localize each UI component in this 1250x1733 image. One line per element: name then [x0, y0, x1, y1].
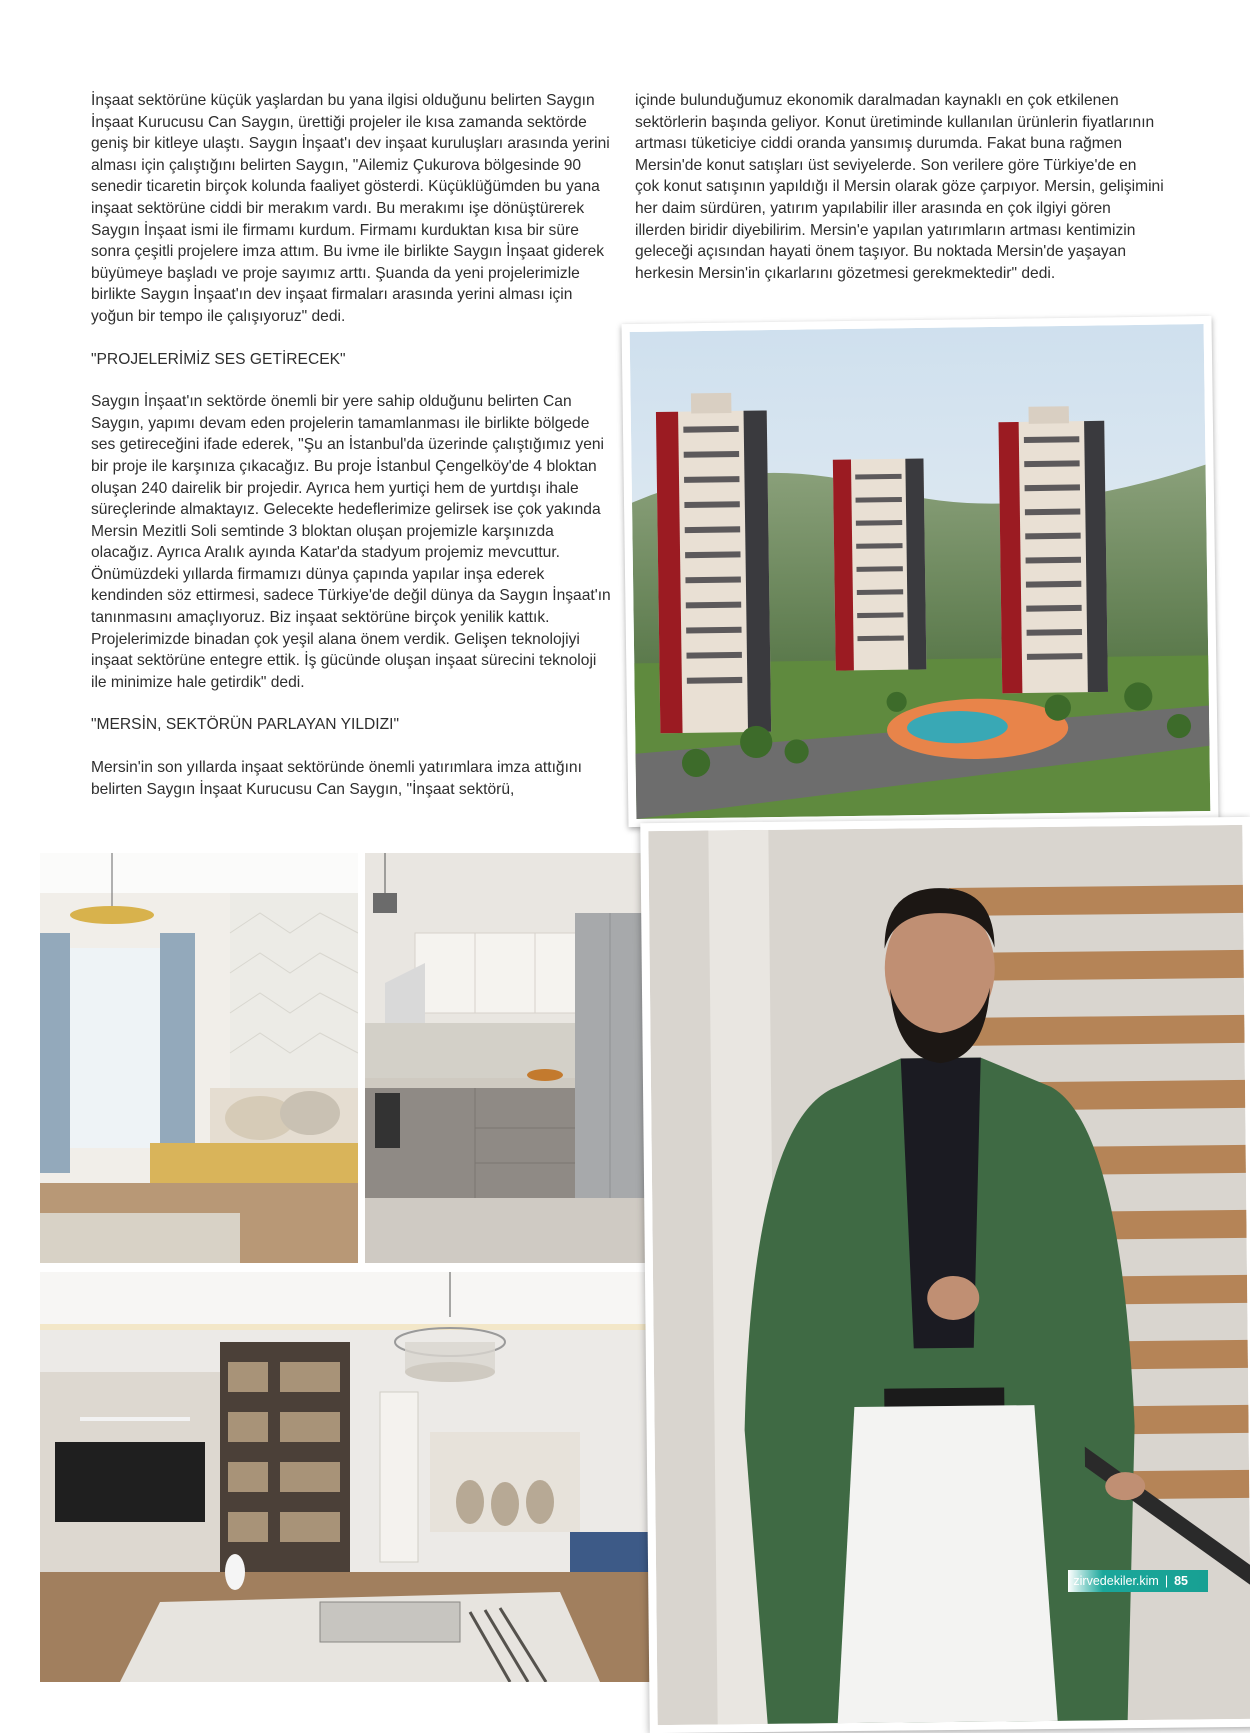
living-room-interior-photo [40, 1272, 652, 1682]
bedroom-interior-photo [40, 853, 358, 1263]
page-footer-tab [1068, 1570, 1208, 1592]
page-number: 85 [1174, 1574, 1188, 1588]
paragraph-intro: İnşaat sektörüne küçük yaşlardan bu yana ilgisi olduğunu belirten Saygın İnşaat Kurucusu Can Saygın, ürettiği projeler ile kısa zamanda sektörde geniş bir kitleye ulaştı. Saygın İnşaat'ı dev inşaat kuruluşları arasında yerini alması için çalıştığını belirten Saygın, "Ailemiz Çukurova bölgesinde 90 senedir ticaretin birçok kolunda faaliyet gösterdi. Küçüklüğümden bu yana inşaat sektörüne ciddi bir merakım vardı. Bu merakımı işe dönüştürerek Saygın İnşaat ismi ile firmamı kurdum. Firmamı kurduktan kısa bir süre sonra çeşitli projelere imza attım. Bu ivme ile birlikte Saygın İnşaat giderek büyümeye başladı ve proje sayımız arttı. Şuanda da yeni projelerimizle birlikte Saygın İnşaat'ın dev inşaat firmaları arasında yerini alması için yoğun bir tempo ile çalışıyoruz" dedi. [91, 92, 610, 325]
subheading-mersin: "MERSİN, SEKTÖRÜN PARLAYAN YILDIZI" [91, 716, 399, 734]
paragraph-mersin-start: Mersin'in son yıllarda inşaat sektöründe önemli yatırımlara imza attığını belirten Saygın İnşaat Kurucusu Can Saygın, "İnşaat sektörü, [91, 759, 582, 798]
building-render-photo [622, 316, 1219, 827]
footer-separator: | [1164, 1574, 1169, 1588]
article-column-left [91, 90, 611, 821]
paragraph-mersin-continued: içinde bulunduğumuz ekonomik daralmadan kaynaklı en çok etkilenen sektörlerin başında geliyor. Konut üretiminde kullanılan ürünlerin fiyatlarının artması tüketiciye ciddi oranda yansımış durumda. Fakat buna rağmen Mersin'de konut satışları üst seviyelerde. Son verilere göre Türkiye'de en çok konut satışının yapıldığı il Mersin olarak göze çarpıyor. Mersin, gelişimini her daim sürdüren, yatırım yapılabilir iller arasında en çok ilgiyi gören illerden biridir diyebilirim. Mersin'e yapılan yatırımların artması kentimizin geleceği açısından hayati önem taşıyor. Bu noktada Mersin'de yaşayan herkesin Mersin'in çıkarlarını gözetmesi gerekmektedir" dedi. [635, 92, 1164, 282]
kitchen-interior-photo [365, 853, 645, 1263]
footer-site-link[interactable]: zirvedekiler.kim [1073, 1574, 1159, 1588]
portrait-photo-can-saygin [640, 817, 1250, 1733]
subheading-projects: "PROJELERİMİZ SES GETİRECEK" [91, 350, 346, 368]
paragraph-projects: Saygın İnşaat'ın sektörde önemli bir yere sahip olduğunu belirten Can Saygın, yapımı devam eden projelerin tamamlanması ile birlikte bölgede ses getireceğini ifade ederek, "Şu an İstanbul'da üzerinde çalıştığımız yeni bir proje ile karşınıza çıkacağız. Bu proje İstanbul Çengelköy'de 4 bloktan oluşan 240 dairelik bir projedir. Ayrıca hem yurtiçi hem de yurtdışı ihale süreçlerinde almaktayız. Gelecekte hedeflerimize gelirsek ise çok yakında Mersin Mezitli Soli semtinde 3 bloktan oluşan projemizle karşınızda olacağız. Ayrıca Aralık ayında Katar'da stadyum projemiz mevcuttur. Önümüzdeki yıllarda firmamızı dünya çapında yapılar inşa ederek kendinden söz ettirmesi, sadece Türkiye'de değil dünya da Saygın İnşaat'ın tanınmasını amaçlıyoruz. Biz inşaat sektörüne birçok yenilik kattık. Projelerimizde binadan çok yeşil alana önem verdik. Gelişen teknolojiyi inşaat sektörüne entegre ettik. İş gücünde oluşan inşaat sürecini teknoloji ile minimize hale getirdik" dedi. [91, 393, 611, 691]
article-column-right [635, 90, 1165, 305]
